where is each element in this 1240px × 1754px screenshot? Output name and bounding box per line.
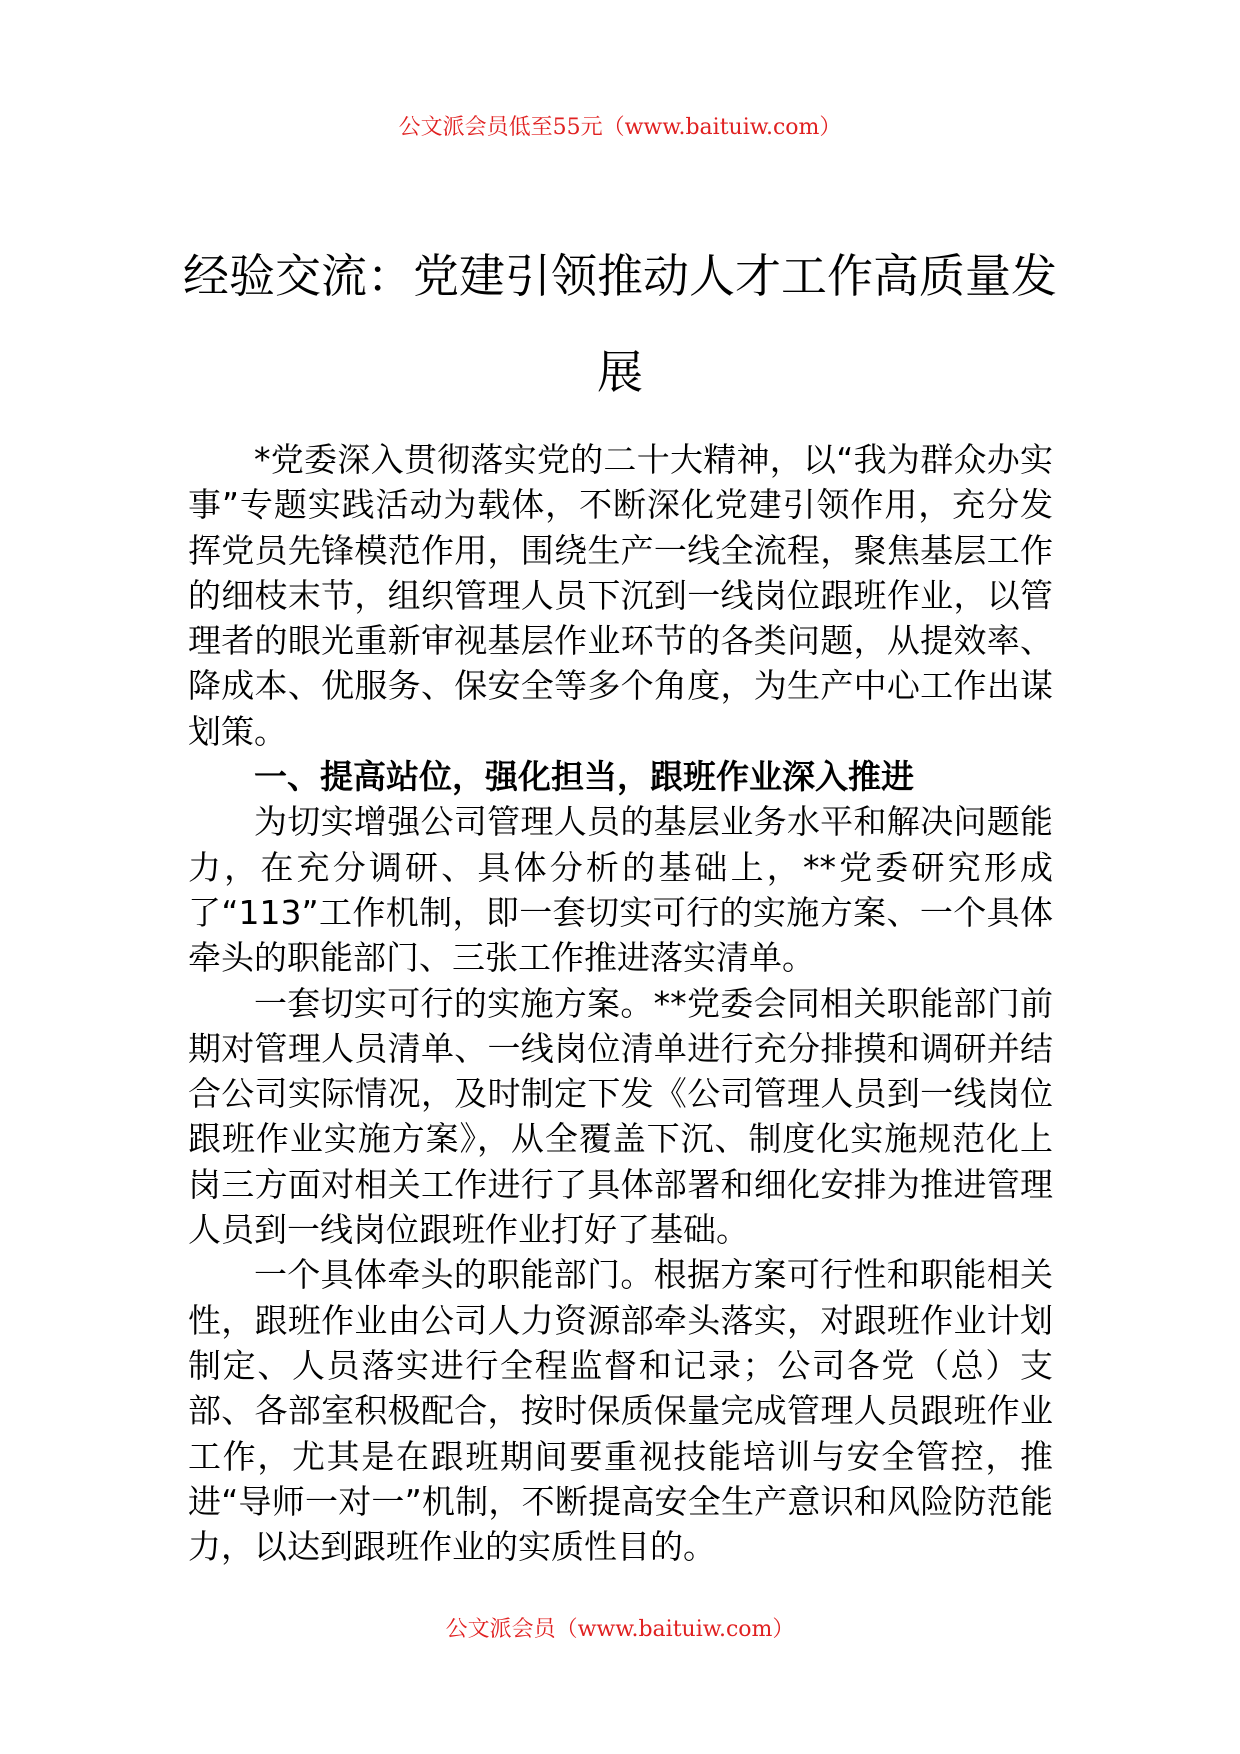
paragraph-mechanism: 为切实增强公司管理人员的基层业务水平和解决问题能力，在充分调研、具体分析的基础上，**党委研究形成了“113”工作机制，即一套切实可行的实施方案、一个具体牵头的职能部门、三张工作推进落实清单。 <box>188 802 1053 978</box>
paragraph-department: 一个具体牵头的职能部门。根据方案可行性和职能相关性，跟班作业由公司人力资源部牵头落实，对跟班作业计划制定、人员落实进行全程监督和记录；公司各党（总）支部、各部室积极配合，按时保质保量完成管理人员跟班作业工作，尤其是在跟班期间要重视技能培训与安全管控，推进“导师一对一”机制，不断提高安全生产意识和风险防范能力，以达到跟班作业的实质性目的。 <box>188 1255 1053 1567</box>
paragraph-intro: *党委深入贯彻落实党的二十大精神，以“我为群众办实事”专题实践活动为载体，不断深化党建引领作用，充分发挥党员先锋模范作用，围绕生产一线全流程，聚焦基层工作的细枝末节，组织管理人员下沉到一线岗位跟班作业，以管理者的眼光重新审视基层作业环节的各类问题，从提效率、降成本、优服务、保安全等多个角度，为生产中心工作出谋划策。 <box>188 440 1053 751</box>
paragraph-plan: 一套切实可行的实施方案。**党委会同相关职能部门前期对管理人员清单、一线岗位清单进行充分排摸和调研并结合公司实际情况，及时制定下发《公司管理人员到一线岗位跟班作业实施方案》，从全覆盖下沉、制度化实施规范化上岗三方面对相关工作进行了具体部署和细化安排为推进管理人员到一线岗位跟班作业打好了基础。 <box>188 983 1053 1250</box>
document-body <box>188 437 1053 1569</box>
header-banner[interactable]: 公文派会员低至55元（www.baituiw.com） <box>398 115 842 140</box>
document-title: 经验交流：党建引领推动人才工作高质量发展 <box>183 249 1057 399</box>
section-heading: 一、提高站位，强化担当，跟班作业深入推进 <box>254 757 914 797</box>
footer-banner[interactable]: 公文派会员（www.baituiw.com） <box>445 1617 795 1642</box>
